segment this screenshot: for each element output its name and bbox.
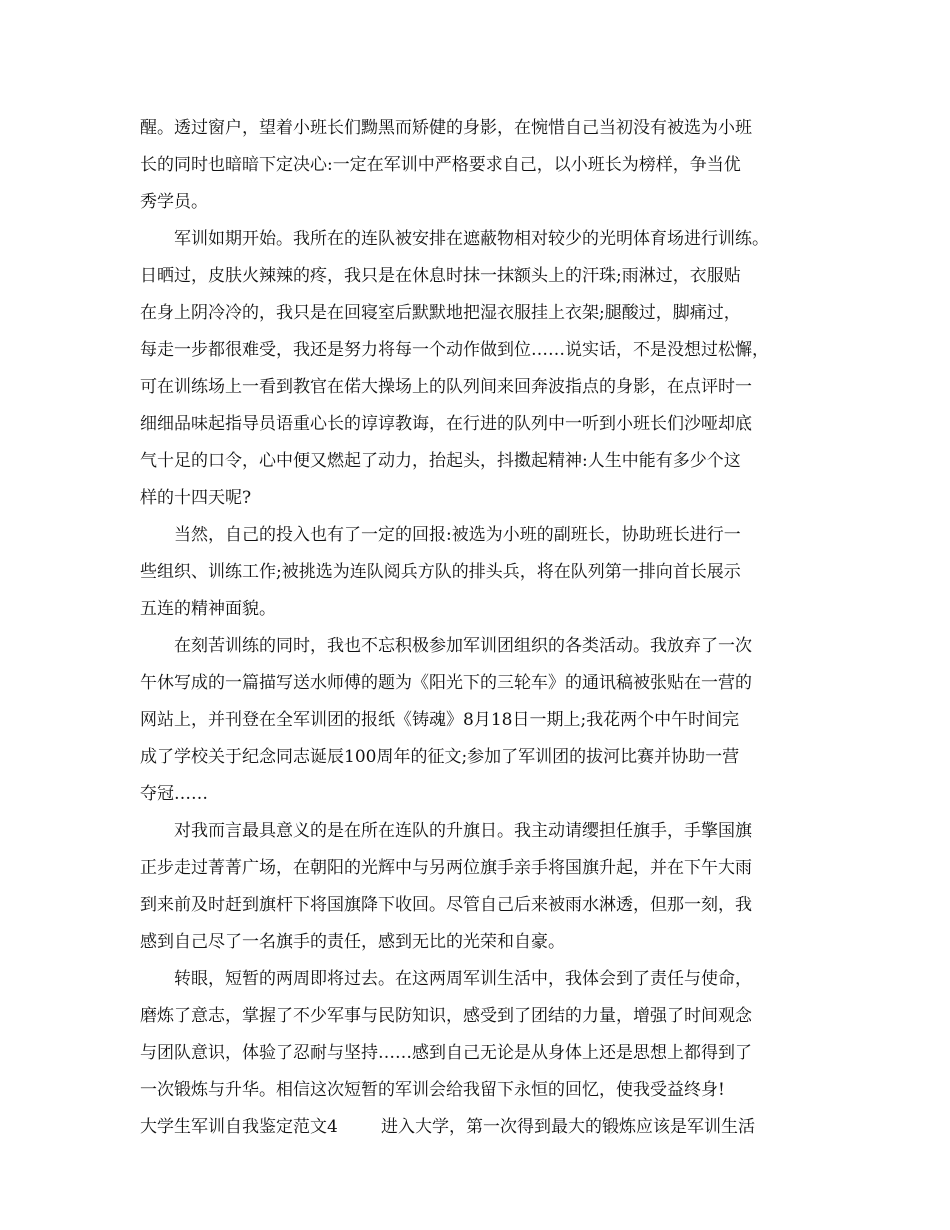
text-line: 细细品味起指导员语重心长的谆谆教诲，在行进的队列中一听到小班长们沙哑却底: [140, 414, 752, 434]
text-line: 到来前及时赶到旗杆下将国旗降下收回。尽管自己后来被雨水淋透，但那一刻，我: [140, 895, 752, 915]
document-body: [140, 110, 820, 1146]
paragraph-6: [140, 961, 820, 1109]
text-line: 网站上，并刊登在全军训团的报纸《铸魂》8月18日一期上;我花两个中午时间完: [140, 710, 740, 730]
text-line: 军训如期开始。我所在的连队被安排在遮蔽物相对较少的光明体育场进行训练。: [174, 229, 769, 249]
text-line: 当然，自己的投入也有了一定的回报:被选为小班的副班长，协助班长进行一: [174, 525, 741, 545]
section-heading-line: 大学生军训自我鉴定范文4 进入大学，第一次得到最大的锻炼应该是军训生活: [140, 1117, 756, 1137]
text-line: 气十足的口令，心中便又燃起了动力，抬起头，抖擞起精神:人生中能有多少个这: [140, 451, 741, 471]
text-line: 秀学员。: [140, 192, 208, 212]
text-line: 正步走过菁菁广场，在朝阳的光辉中与另两位旗手亲手将国旗升起，并在下午大雨: [140, 858, 752, 878]
text-line: 样的十四天呢?: [140, 488, 252, 508]
text-line: 转眼，短暂的两周即将过去。在这两周军训生活中，我体会到了责任与使命，: [174, 969, 752, 989]
text-line: 醒。透过窗户，望着小班长们黝黑而矫健的身影，在惋惜自己当初没有被选为小班: [140, 118, 752, 138]
text-line: 午休写成的一篇描写送水师傅的题为《阳光下的三轮车》的通讯稿被张贴在一营的: [140, 673, 752, 693]
text-line: 夺冠……: [140, 784, 208, 804]
text-line: 长的同时也暗暗下定决心:一定在军训中严格要求自己，以小班长为榜样，争当优: [140, 155, 741, 175]
paragraph-1: [140, 110, 820, 221]
text-line: 每走一步都很难受，我还是努力将每一个动作做到位……说实话，不是没想过松懈，: [140, 340, 769, 360]
paragraph-5: [140, 813, 820, 961]
paragraph-2: [140, 221, 820, 517]
text-line: 与团队意识，体验了忍耐与坚持……感到自己无论是从身体上还是思想上都得到了: [140, 1043, 752, 1063]
paragraph-7: [140, 1109, 820, 1146]
text-line: 对我而言最具意义的是在所在连队的升旗日。我主动请缨担任旗手，手擎国旗: [174, 821, 752, 841]
text-line: 可在训练场上一看到教官在偌大操场上的队列间来回奔波指点的身影，在点评时一: [140, 377, 752, 397]
text-line: 成了学校关于纪念同志诞辰100周年的征文;参加了军训团的拔河比赛并协助一营: [140, 747, 740, 767]
text-line: 一次锻炼与升华。相信这次短暂的军训会给我留下永恒的回忆，使我受益终身!: [140, 1080, 725, 1100]
text-line: 在刻苦训练的同时，我也不忘积极参加军训团组织的各类活动。我放弃了一次: [174, 636, 752, 656]
paragraph-3: [140, 517, 820, 628]
text-line: 感到自己尽了一名旗手的责任，感到无比的光荣和自豪。: [140, 932, 565, 952]
paragraph-4: [140, 628, 820, 813]
text-line: 五连的精神面貌。: [140, 599, 276, 619]
text-line: 磨炼了意志，掌握了不少军事与民防知识，感受到了团结的力量，增强了时间观念: [140, 1006, 752, 1026]
text-line: 日晒过，皮肤火辣辣的疼，我只是在休息时抹一抹额头上的汗珠;雨淋过，衣服贴: [140, 266, 741, 286]
text-line: 些组织、训练工作;被挑选为连队阅兵方队的排头兵，将在队列第一排向首长展示: [140, 562, 741, 582]
text-line: 在身上阴冷冷的，我只是在回寝室后默默地把湿衣服挂上衣架;腿酸过，脚痛过，: [140, 303, 741, 323]
